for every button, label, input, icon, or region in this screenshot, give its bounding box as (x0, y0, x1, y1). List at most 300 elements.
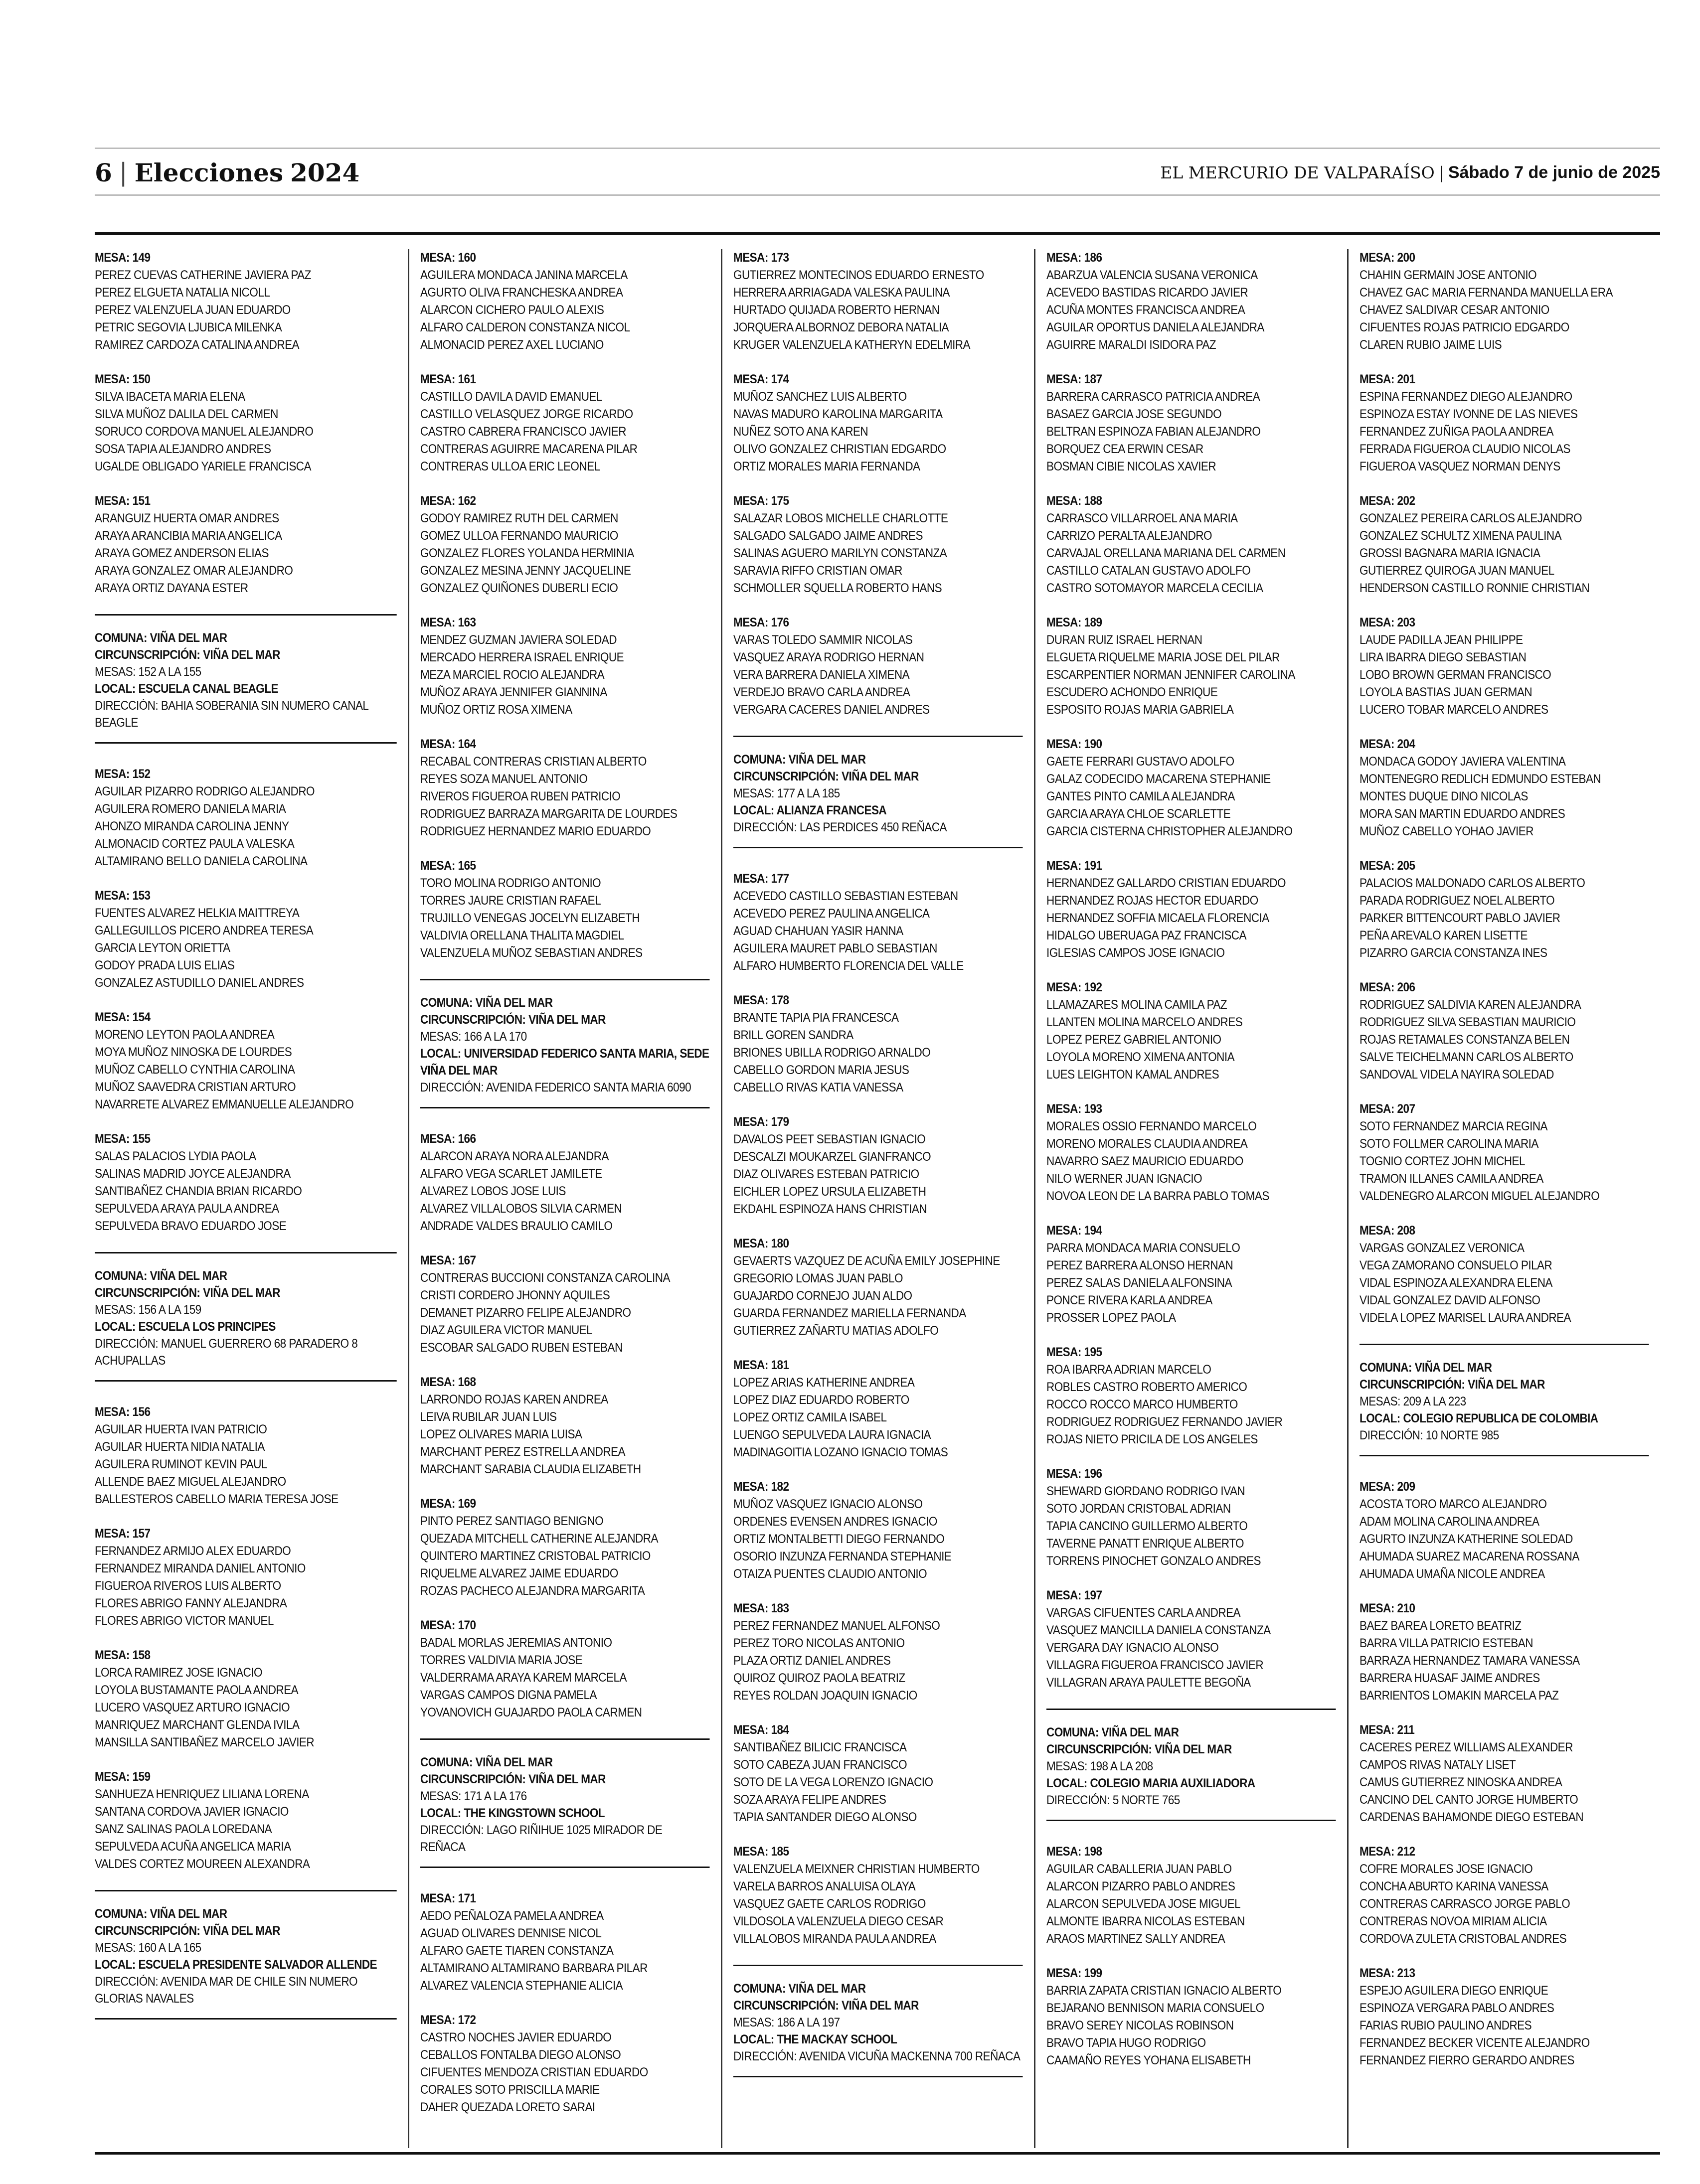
local-name: LOCAL: THE MACKAY SCHOOL (733, 2032, 897, 2046)
voter-name: AGUILERA ROMERO DANIELA MARIA (95, 802, 286, 816)
local-address: DIRECCIÓN: LAGO RIÑIHUE 1025 MIRADOR DE REÑACA (420, 1823, 663, 1854)
voter-name: UGALDE OBLIGADO YARIELE FRANCISCA (95, 460, 311, 473)
voter-name: MORA SAN MARTIN EDUARDO ANDRES (1360, 807, 1565, 821)
voter-name: ALARCON PIZARRO PABLO ANDRES (1046, 1879, 1235, 1893)
voter-name: BARRERA HUASAF JAIME ANDRES (1360, 1671, 1540, 1685)
voter-name: SEPULVEDA ARAYA PAULA ANDREA (95, 1202, 279, 1216)
mesa-block (1360, 1721, 1649, 1826)
voter-name: VILDOSOLA VALENZUELA DIEGO CESAR (733, 1914, 944, 1928)
mesa-block (1360, 492, 1649, 597)
voter-name: BEJARANO BENNISON MARIA CONSUELO (1046, 2001, 1264, 2015)
circunscripcion-label: CIRCUNSCRIPCIÓN: VIÑA DEL MAR (95, 1924, 280, 1938)
voter-name: FIGUEROA RIVEROS LUIS ALBERTO (95, 1579, 281, 1593)
voter-name: FLORES ABRIGO VICTOR MANUEL (95, 1614, 274, 1628)
mesa-block (95, 1525, 396, 1630)
polling-location-box (420, 1738, 709, 1868)
voter-name: LLANTEN MOLINA MARCELO ANDRES (1046, 1015, 1243, 1029)
mesa-block (1046, 1222, 1336, 1327)
voter-name: RECABAL CONTRERAS CRISTIAN ALBERTO (420, 755, 647, 769)
voter-name: SANZ SALINAS PAOLA LOREDANA (95, 1822, 272, 1836)
voter-name: NAVARRETE ALVAREZ EMMANUELLE ALEJANDRO (95, 1097, 354, 1111)
voter-name: SHEWARD GIORDANO RODRIGO IVAN (1046, 1484, 1245, 1498)
voter-name: GONZALEZ ASTUDILLO DANIEL ANDRES (95, 976, 304, 990)
mesa-block (733, 1721, 1022, 1826)
voter-name: BARRA VILLA PATRICIO ESTEBAN (1360, 1636, 1533, 1650)
voter-name: AGURTO INZUNZA KATHERINE SOLEDAD (1360, 1532, 1573, 1546)
mesa-label: MESA: 160 (420, 251, 476, 265)
circunscripcion-label: CIRCUNSCRIPCIÓN: VIÑA DEL MAR (733, 770, 919, 783)
local-name: LOCAL: ESCUELA CANAL BEAGLE (95, 682, 278, 696)
voter-name: ALMONACID CORTEZ PAULA VALESKA (95, 837, 295, 851)
voter-name: CANCINO DEL CANTO JORGE HUMBERTO (1360, 1793, 1578, 1807)
voter-name: AGURTO OLIVA FRANCHESKA ANDREA (420, 286, 623, 300)
header-separator: | (119, 158, 128, 187)
mesa-label: MESA: 185 (733, 1845, 789, 1859)
voter-name: BAEZ BAREA LORETO BEATRIZ (1360, 1619, 1522, 1633)
voter-name: VARGAS CIFUENTES CARLA ANDREA (1046, 1606, 1241, 1620)
voter-name: DIAZ OLIVARES ESTEBAN PATRICIO (733, 1167, 919, 1181)
voter-name: GREGORIO LOMAS JUAN PABLO (733, 1271, 903, 1285)
voter-name: OSORIO INZUNZA FERNANDA STEPHANIE (733, 1550, 952, 1563)
voter-name: HERRERA ARRIAGADA VALESKA PAULINA (733, 286, 950, 300)
voter-name: PEÑA AREVALO KAREN LISETTE (1360, 929, 1528, 942)
voter-name: LEIVA RUBILAR JUAN LUIS (420, 1410, 557, 1424)
voter-name: PEREZ TORO NICOLAS ANTONIO (733, 1636, 905, 1650)
mesa-block (95, 371, 396, 475)
voter-name: GONZALEZ FLORES YOLANDA HERMINIA (420, 546, 634, 560)
voter-name: LARRONDO ROJAS KAREN ANDREA (420, 1393, 608, 1406)
voter-name: SALAZAR LOBOS MICHELLE CHARLOTTE (733, 511, 948, 525)
mesa-label: MESA: 204 (1360, 737, 1415, 751)
mesa-label: MESA: 190 (1046, 737, 1102, 751)
voter-name: LOPEZ OLIVARES MARIA LUISA (420, 1427, 582, 1441)
voter-name: AGUILERA MAURET PABLO SEBASTIAN (733, 941, 937, 955)
voter-name: SALGADO SALGADO JAIME ANDRES (733, 529, 923, 543)
voter-name: ORTIZ MONTALBETTI DIEGO FERNANDO (733, 1532, 945, 1546)
voter-name: GUARDA FERNANDEZ MARIELLA FERNANDA (733, 1306, 966, 1320)
mesa-block (1046, 979, 1336, 1084)
mesas-range: MESAS: 166 A LA 170 (420, 1030, 527, 1044)
mesa-label: MESA: 198 (1046, 1845, 1102, 1859)
voter-name: SANTIBAÑEZ CHANDIA BRIAN RICARDO (95, 1184, 302, 1198)
voter-name: GODOY PRADA LUIS ELIAS (95, 958, 235, 972)
voter-name: GONZALEZ MESINA JENNY JACQUELINE (420, 564, 631, 578)
mesa-label: MESA: 191 (1046, 859, 1102, 873)
voter-name: GUTIERREZ MONTECINOS EDUARDO ERNESTO (733, 268, 984, 282)
voter-name: BOSMAN CIBIE NICOLAS XAVIER (1046, 460, 1216, 473)
voter-name: FERNANDEZ BECKER VICENTE ALEJANDRO (1360, 2036, 1590, 2050)
mesa-block (1360, 979, 1649, 1084)
voter-name: MOYA MUÑOZ NINOSKA DE LOURDES (95, 1045, 292, 1059)
voter-name: AGUILAR HUERTA NIDIA NATALIA (95, 1440, 265, 1454)
mesa-label: MESA: 192 (1046, 980, 1102, 994)
voter-name: FLORES ABRIGO FANNY ALEJANDRA (95, 1596, 287, 1610)
voter-name: RODRIGUEZ SILVA SEBASTIAN MAURICIO (1360, 1015, 1576, 1029)
mesas-range: MESAS: 171 A LA 176 (420, 1789, 527, 1803)
mesa-label: MESA: 212 (1360, 1845, 1415, 1859)
mesa-block (420, 736, 709, 840)
mesa-label: MESA: 163 (420, 616, 476, 629)
voter-name: AGUILAR PIZARRO RODRIGO ALEJANDRO (95, 784, 315, 798)
voter-name: SANHUEZA HENRIQUEZ LILIANA LORENA (95, 1787, 309, 1801)
voter-name: GALAZ CODECIDO MACARENA STEPHANIE (1046, 772, 1271, 786)
voter-name: VASQUEZ ARAYA RODRIGO HERNAN (733, 650, 924, 664)
voter-name: FERNANDEZ ARMIJO ALEX EDUARDO (95, 1544, 291, 1558)
voter-name: CAMPOS RIVAS NATALY LISET (1360, 1758, 1516, 1772)
voter-name: VALDIVIA ORELLANA THALITA MAGDIEL (420, 929, 624, 942)
comuna-label: COMUNA: VIÑA DEL MAR (95, 1269, 227, 1283)
voter-name: ALARCON CICHERO PAULO ALEXIS (420, 303, 604, 317)
voter-name: MUÑOZ SANCHEZ LUIS ALBERTO (733, 390, 907, 404)
mesa-label: MESA: 175 (733, 494, 789, 508)
voter-name: MORENO MORALES CLAUDIA ANDREA (1046, 1137, 1248, 1151)
voter-name: SALINAS AGUERO MARILYN CONSTANZA (733, 546, 947, 560)
voter-name: BARRAZA HERNANDEZ TAMARA VANESSA (1360, 1654, 1580, 1668)
voter-name: GARCIA LEYTON ORIETTA (95, 941, 230, 955)
mesa-block (1046, 249, 1336, 354)
mesas-range: MESAS: 209 A LA 223 (1360, 1395, 1466, 1408)
voter-name: CEBALLOS FONTALBA DIEGO ALONSO (420, 2048, 621, 2062)
voter-name: AHONZO MIRANDA CAROLINA JENNY (95, 819, 289, 833)
local-name: LOCAL: COLEGIO REPUBLICA DE COLOMBIA (1360, 1411, 1598, 1425)
voter-name: SARAVIA RIFFO CRISTIAN OMAR (733, 564, 902, 578)
voter-name: CARRIZO PERALTA ALEJANDRO (1046, 529, 1212, 543)
mesa-block (95, 1009, 396, 1113)
mesa-label: MESA: 210 (1360, 1601, 1415, 1615)
voter-name: BARRIA ZAPATA CRISTIAN IGNACIO ALBERTO (1046, 1984, 1282, 1998)
voter-name: SEPULVEDA ACUÑA ANGELICA MARIA (95, 1840, 291, 1854)
voter-name: LOPEZ ARIAS KATHERINE ANDREA (733, 1376, 915, 1390)
column-1 (95, 249, 408, 2148)
voter-name: ALMONACID PEREZ AXEL LUCIANO (420, 338, 604, 352)
mesa-label: MESA: 177 (733, 872, 789, 886)
voter-name: SILVA IBACETA MARIA ELENA (95, 390, 245, 404)
voter-name: GARCIA CISTERNA CHRISTOPHER ALEJANDRO (1046, 824, 1293, 838)
local-address: DIRECCIÓN: AVENIDA FEDERICO SANTA MARIA 6090 (420, 1081, 691, 1094)
mesa-label: MESA: 169 (420, 1497, 476, 1511)
mesa-block (420, 1374, 709, 1478)
mesa-label: MESA: 196 (1046, 1467, 1102, 1481)
voter-name: CRISTI CORDERO JHONNY AQUILES (420, 1288, 610, 1302)
comuna-label: COMUNA: VIÑA DEL MAR (733, 1982, 866, 1996)
mesa-label: MESA: 208 (1360, 1224, 1415, 1238)
voter-name: ARAYA ORTIZ DAYANA ESTER (95, 581, 248, 595)
voter-name: QUIROZ QUIROZ PAOLA BEATRIZ (733, 1671, 905, 1685)
voter-name: LOPEZ DIAZ EDUARDO ROBERTO (733, 1393, 909, 1407)
voter-name: SOTO DE LA VEGA LORENZO IGNACIO (733, 1775, 933, 1789)
voter-name: VALENZUELA MUÑOZ SEBASTIAN ANDRES (420, 946, 643, 960)
voter-name: AGUAD CHAHUAN YASIR HANNA (733, 924, 903, 938)
voter-name: BARRERA CARRASCO PATRICIA ANDREA (1046, 390, 1260, 404)
voter-name: LUES LEIGHTON KAMAL ANDRES (1046, 1068, 1219, 1082)
voter-name: MADINAGOITIA LOZANO IGNACIO TOMAS (733, 1445, 948, 1459)
voter-name: ESPINOZA VERGARA PABLO ANDRES (1360, 2001, 1554, 2015)
voter-name: PEREZ FERNANDEZ MANUEL ALFONSO (733, 1619, 940, 1633)
mesa-block (1046, 1587, 1336, 1692)
voter-name: PONCE RIVERA KARLA ANDREA (1046, 1293, 1212, 1307)
voter-name: MEZA MARCIEL ROCIO ALEJANDRA (420, 668, 605, 682)
columns-container (95, 249, 1660, 2148)
voter-name: VIDAL GONZALEZ DAVID ALFONSO (1360, 1293, 1540, 1307)
voter-name: PARRA MONDACA MARIA CONSUELO (1046, 1241, 1240, 1255)
voter-name: ROJAS RETAMALES CONSTANZA BELEN (1360, 1033, 1570, 1047)
voter-name: ROA IBARRA ADRIAN MARCELO (1046, 1363, 1211, 1377)
voter-name: CORALES SOTO PRISCILLA MARIE (420, 2083, 600, 2097)
mesa-block (733, 992, 1022, 1096)
voter-name: RODRIGUEZ BARRAZA MARGARITA DE LOURDES (420, 807, 678, 821)
comuna-label: COMUNA: VIÑA DEL MAR (95, 631, 227, 645)
voter-name: ALFARO VEGA SCARLET JAMILETE (420, 1167, 602, 1181)
voter-name: CASTILLO VELASQUEZ JORGE RICARDO (420, 407, 633, 421)
local-address: DIRECCIÓN: BAHIA SOBERANIA SIN NUMERO CANAL BEAGLE (95, 699, 368, 730)
voter-name: AGUILAR OPORTUS DANIELA ALEJANDRA (1046, 320, 1264, 334)
mesa-block (1046, 1100, 1336, 1205)
circunscripcion-label: CIRCUNSCRIPCIÓN: VIÑA DEL MAR (420, 1772, 606, 1786)
mesa-label: MESA: 189 (1046, 616, 1102, 629)
voter-name: RIVEROS FIGUEROA RUBEN PATRICIO (420, 789, 621, 803)
mesa-block (420, 2012, 709, 2116)
local-address: DIRECCIÓN: 5 NORTE 765 (1046, 1793, 1180, 1807)
voter-name: MUÑOZ CABELLO YOHAO JAVIER (1360, 824, 1533, 838)
voter-name: PEREZ BARRERA ALONSO HERNAN (1046, 1258, 1233, 1272)
mesas-range: MESAS: 198 A LA 208 (1046, 1759, 1153, 1773)
section-name: Elecciones (134, 157, 284, 187)
voter-name: PEREZ VALENZUELA JUAN EDUARDO (95, 303, 291, 317)
mesa-label: MESA: 213 (1360, 1966, 1415, 1980)
comuna-label: COMUNA: VIÑA DEL MAR (1046, 1725, 1179, 1739)
voter-name: LIRA IBARRA DIEGO SEBASTIAN (1360, 650, 1527, 664)
mesa-block (420, 857, 709, 962)
voter-name: GARCIA ARAYA CHLOE SCARLETTE (1046, 807, 1231, 821)
voter-name: ESPINOZA ESTAY IVONNE DE LAS NIEVES (1360, 407, 1578, 421)
voter-name: CASTRO CABRERA FRANCISCO JAVIER (420, 425, 626, 439)
mesa-label: MESA: 168 (420, 1375, 476, 1389)
voter-name: ORDENES EVENSEN ANDRES IGNACIO (733, 1515, 937, 1529)
voter-name: VALENZUELA MEIXNER CHRISTIAN HUMBERTO (733, 1862, 980, 1876)
mesa-block (95, 249, 396, 354)
voter-name: ALARCON SEPULVEDA JOSE MIGUEL (1046, 1897, 1241, 1911)
voter-name: ESPEJO AGUILERA DIEGO ENRIQUE (1360, 1984, 1548, 1998)
voter-name: CAMUS GUTIERREZ NINOSKA ANDREA (1360, 1775, 1562, 1789)
mesa-label: MESA: 193 (1046, 1102, 1102, 1116)
voter-name: FERNANDEZ ZUÑIGA PAOLA ANDREA (1360, 425, 1554, 439)
voter-name: ACOSTA TORO MARCO ALEJANDRO (1360, 1497, 1547, 1511)
voter-name: ROJAS NIETO PRICILA DE LOS ANGELES (1046, 1432, 1258, 1446)
voter-name: CONTRERAS BUCCIONI CONSTANZA CAROLINA (420, 1271, 670, 1285)
voter-name: TORRES VALDIVIA MARIA JOSE (420, 1653, 583, 1667)
polling-location-box (95, 1252, 396, 1382)
mesa-block (733, 1600, 1022, 1705)
voter-name: ESCOBAR SALGADO RUBEN ESTEBAN (420, 1341, 623, 1355)
mesa-block (1360, 857, 1649, 962)
mesa-block (420, 249, 709, 354)
voter-name: RIQUELME ALVAREZ JAIME EDUARDO (420, 1566, 618, 1580)
publication-info (1160, 163, 1660, 182)
local-address: DIRECCIÓN: MANUEL GUERRERO 68 PARADERO 8 ACHUPALLAS (95, 1337, 358, 1368)
voter-name: LOPEZ PEREZ GABRIEL ANTONIO (1046, 1033, 1221, 1047)
voter-name: ALFARO HUMBERTO FLORENCIA DEL VALLE (733, 959, 964, 973)
voter-name: TAPIA SANTANDER DIEGO ALONSO (733, 1810, 917, 1824)
voter-name: ALTAMIRANO BELLO DANIELA CAROLINA (95, 854, 308, 868)
mesa-label: MESA: 202 (1360, 494, 1415, 508)
voter-name: LOPEZ ORTIZ CAMILA ISABEL (733, 1410, 887, 1424)
mesa-label: MESA: 207 (1360, 1102, 1415, 1116)
voter-name: CONTRERAS CARRASCO JORGE PABLO (1360, 1897, 1570, 1911)
voter-name: PEREZ CUEVAS CATHERINE JAVIERA PAZ (95, 268, 311, 282)
circunscripcion-label: CIRCUNSCRIPCIÓN: VIÑA DEL MAR (1046, 1742, 1232, 1756)
comuna-label: COMUNA: VIÑA DEL MAR (1360, 1361, 1492, 1375)
mesa-block (1360, 1100, 1649, 1205)
voter-name: VILLALOBOS MIRANDA PAULA ANDREA (733, 1932, 936, 1946)
mesa-label: MESA: 183 (733, 1601, 789, 1615)
voter-name: VALDERRAMA ARAYA KAREM MARCELA (420, 1671, 627, 1685)
voter-name: HERNANDEZ SOFFIA MICAELA FLORENCIA (1046, 911, 1269, 925)
voter-name: VERA BARRERA DANIELA XIMENA (733, 668, 910, 682)
mesa-label: MESA: 182 (733, 1480, 789, 1494)
voter-name: AGUILAR HUERTA IVAN PATRICIO (95, 1422, 267, 1436)
voter-name: DEMANET PIZARRO FELIPE ALEJANDRO (420, 1306, 631, 1320)
voter-name: AGUIRRE MARALDI ISIDORA PAZ (1046, 338, 1216, 352)
voter-name: CACERES PEREZ WILLIAMS ALEXANDER (1360, 1740, 1573, 1754)
voter-name: ACUÑA MONTES FRANCISCA ANDREA (1046, 303, 1245, 317)
voter-name: LOYOLA MORENO XIMENA ANTONIA (1046, 1050, 1235, 1064)
voter-name: CABELLO GORDON MARIA JESUS (733, 1063, 909, 1077)
voter-name: GODOY RAMIREZ RUTH DEL CARMEN (420, 511, 618, 525)
voter-name: BRILL GOREN SANDRA (733, 1028, 853, 1042)
voter-name: MANSILLA SANTIBAÑEZ MARCELO JAVIER (95, 1735, 315, 1749)
mesa-label: MESA: 201 (1360, 372, 1415, 386)
voter-name: LLAMAZARES MOLINA CAMILA PAZ (1046, 998, 1227, 1012)
voter-name: REYES SOZA MANUEL ANTONIO (420, 772, 588, 786)
circunscripcion-label: CIRCUNSCRIPCIÓN: VIÑA DEL MAR (420, 1013, 606, 1027)
voter-name: RODRIGUEZ RODRIGUEZ FERNANDO JAVIER (1046, 1415, 1283, 1429)
mesa-block (1046, 857, 1336, 962)
voter-name: LUCERO VASQUEZ ARTURO IGNACIO (95, 1701, 290, 1715)
voter-name: GROSSI BAGNARA MARIA IGNACIA (1360, 546, 1540, 560)
voter-name: LUENGO SEPULVEDA LAURA IGNACIA (733, 1428, 931, 1442)
voter-name: ALTAMIRANO ALTAMIRANO BARBARA PILAR (420, 1961, 648, 1975)
mesa-label: MESA: 203 (1360, 616, 1415, 629)
local-name: LOCAL: THE KINGSTOWN SCHOOL (420, 1806, 605, 1820)
voter-name: ABARZUA VALENCIA SUSANA VERONICA (1046, 268, 1258, 282)
mesa-block (1360, 614, 1649, 719)
mesa-label: MESA: 209 (1360, 1480, 1415, 1494)
voter-name: SORUCO CORDOVA MANUEL ALEJANDRO (95, 425, 314, 439)
voter-name: FIGUEROA VASQUEZ NORMAN DENYS (1360, 460, 1560, 473)
comuna-label: COMUNA: VIÑA DEL MAR (95, 1907, 227, 1921)
voter-name: NUÑEZ SOTO ANA KAREN (733, 425, 868, 439)
voter-name: SALVE TEICHELMANN CARLOS ALBERTO (1360, 1050, 1573, 1064)
voter-name: HERNANDEZ GALLARDO CRISTIAN EDUARDO (1046, 876, 1286, 890)
voter-name: ROBLES CASTRO ROBERTO AMERICO (1046, 1380, 1247, 1394)
voter-name: FARIAS RUBIO PAULINO ANDRES (1360, 2019, 1532, 2032)
voter-name: LOYOLA BASTIAS JUAN GERMAN (1360, 685, 1532, 699)
mesa-block (95, 492, 396, 597)
voter-name: ALVAREZ VILLALOBOS SILVIA CARMEN (420, 1202, 622, 1216)
mesa-label: MESA: 154 (95, 1010, 151, 1024)
mesa-label: MESA: 157 (95, 1527, 151, 1541)
mesa-block (420, 1495, 709, 1600)
mesa-block (1046, 1843, 1336, 1948)
voter-name: CASTRO NOCHES JAVIER EDUARDO (420, 2030, 612, 2044)
voter-name: ALVAREZ LOBOS JOSE LUIS (420, 1184, 566, 1198)
voter-name: NAVAS MADURO KAROLINA MARGARITA (733, 407, 943, 421)
voter-name: PEREZ SALAS DANIELA ALFONSINA (1046, 1276, 1232, 1290)
voter-name: FUENTES ALVAREZ HELKIA MAITTREYA (95, 906, 300, 920)
mesa-block (1360, 736, 1649, 840)
voter-name: PLAZA ORTIZ DANIEL ANDRES (733, 1654, 891, 1668)
voter-name: SOTO CABEZA JUAN FRANCISCO (733, 1758, 907, 1772)
voter-name: BASAEZ GARCIA JOSE SEGUNDO (1046, 407, 1222, 421)
voter-name: ARAYA GONZALEZ OMAR ALEJANDRO (95, 564, 293, 578)
voter-name: SALINAS MADRID JOYCE ALEJANDRA (95, 1167, 291, 1181)
mesa-label: MESA: 173 (733, 251, 789, 265)
circunscripcion-label: CIRCUNSCRIPCIÓN: VIÑA DEL MAR (95, 648, 280, 662)
mesa-label: MESA: 180 (733, 1237, 789, 1250)
voter-name: FERNANDEZ FIERRO GERARDO ANDRES (1360, 2053, 1574, 2067)
mesa-block (733, 870, 1022, 975)
voter-name: VERGARA DAY IGNACIO ALONSO (1046, 1641, 1219, 1655)
voter-name: CARDENAS BAHAMONDE DIEGO ESTEBAN (1360, 1810, 1584, 1824)
column-4 (1034, 249, 1347, 2148)
voter-name: SANTIBAÑEZ BILICIC FRANCISCA (733, 1740, 907, 1754)
voter-name: VARGAS GONZALEZ VERONICA (1360, 1241, 1525, 1255)
mesas-range: MESAS: 152 A LA 155 (95, 665, 201, 679)
voter-name: LAUDE PADILLA JEAN PHILIPPE (1360, 633, 1523, 647)
voter-name: CASTILLO DAVILA DAVID EMANUEL (420, 390, 602, 404)
voter-name: CAAMAÑO REYES YOHANA ELISABETH (1046, 2053, 1251, 2067)
voter-name: CHAVEZ GAC MARIA FERNANDA MANUELLA ERA (1360, 286, 1613, 300)
voter-name: VILLAGRAN ARAYA PAULETTE BEGOÑA (1046, 1676, 1251, 1690)
mesa-label: MESA: 206 (1360, 980, 1415, 994)
mesa-block (733, 1357, 1022, 1461)
circunscripcion-label: CIRCUNSCRIPCIÓN: VIÑA DEL MAR (1360, 1378, 1545, 1392)
voter-name: ELGUETA RIQUELME MARIA JOSE DEL PILAR (1046, 650, 1280, 664)
mesa-block (733, 492, 1022, 597)
voter-name: BRANTE TAPIA PIA FRANCESCA (733, 1011, 899, 1025)
voter-name: ARAOS MARTINEZ SALLY ANDREA (1046, 1932, 1225, 1946)
voter-name: ESPOSITO ROJAS MARIA GABRIELA (1046, 703, 1234, 717)
voter-name: MORENO LEYTON PAOLA ANDREA (95, 1028, 275, 1042)
local-name: LOCAL: ALIANZA FRANCESA (733, 803, 887, 817)
content-top-rule (95, 232, 1660, 235)
voter-name: VEGA ZAMORANO CONSUELO PILAR (1360, 1258, 1552, 1272)
header-rule-bottom (95, 194, 1660, 196)
voter-name: LUCERO TOBAR MARCELO ANDRES (1360, 703, 1548, 717)
voter-name: CASTILLO CATALAN GUSTAVO ADOLFO (1046, 564, 1251, 578)
voter-name: PEREZ ELGUETA NATALIA NICOLL (95, 286, 270, 300)
voter-name: VASQUEZ GAETE CARLOS RODRIGO (733, 1897, 926, 1911)
voter-name: SOTO FERNANDEZ MARCIA REGINA (1360, 1119, 1548, 1133)
voter-name: GONZALEZ PEREIRA CARLOS ALEJANDRO (1360, 511, 1582, 525)
voter-name: DIAZ AGUILERA VICTOR MANUEL (420, 1323, 593, 1337)
local-name: LOCAL: ESCUELA PRESIDENTE SALVADOR ALLENDE (95, 1958, 377, 1972)
voter-name: FERRADA FIGUEROA CLAUDIO NICOLAS (1360, 442, 1570, 456)
voter-name: ADAM MOLINA CAROLINA ANDREA (1360, 1515, 1539, 1529)
voter-name: TORRENS PINOCHET GONZALO ANDRES (1046, 1554, 1261, 1568)
voter-name: RAMIREZ CARDOZA CATALINA ANDREA (95, 338, 300, 352)
section-year: 2024 (290, 157, 360, 187)
voter-name: MENDEZ GUZMAN JAVIERA SOLEDAD (420, 633, 617, 647)
voter-name: VIDELA LOPEZ MARISEL LAURA ANDREA (1360, 1311, 1571, 1325)
voter-name: GUTIERREZ ZAÑARTU MATIAS ADOLFO (733, 1324, 939, 1338)
voter-name: AEDO PEÑALOZA PAMELA ANDREA (420, 1909, 604, 1923)
voter-name: NILO WERNER JUAN IGNACIO (1046, 1172, 1202, 1186)
voter-name: AGUILAR CABALLERIA JUAN PABLO (1046, 1862, 1232, 1876)
mesas-range: MESAS: 156 A LA 159 (95, 1303, 201, 1317)
voter-name: SCHMOLLER SQUELLA ROBERTO HANS (733, 581, 942, 595)
voter-name: TORO MOLINA RODRIGO ANTONIO (420, 876, 601, 890)
